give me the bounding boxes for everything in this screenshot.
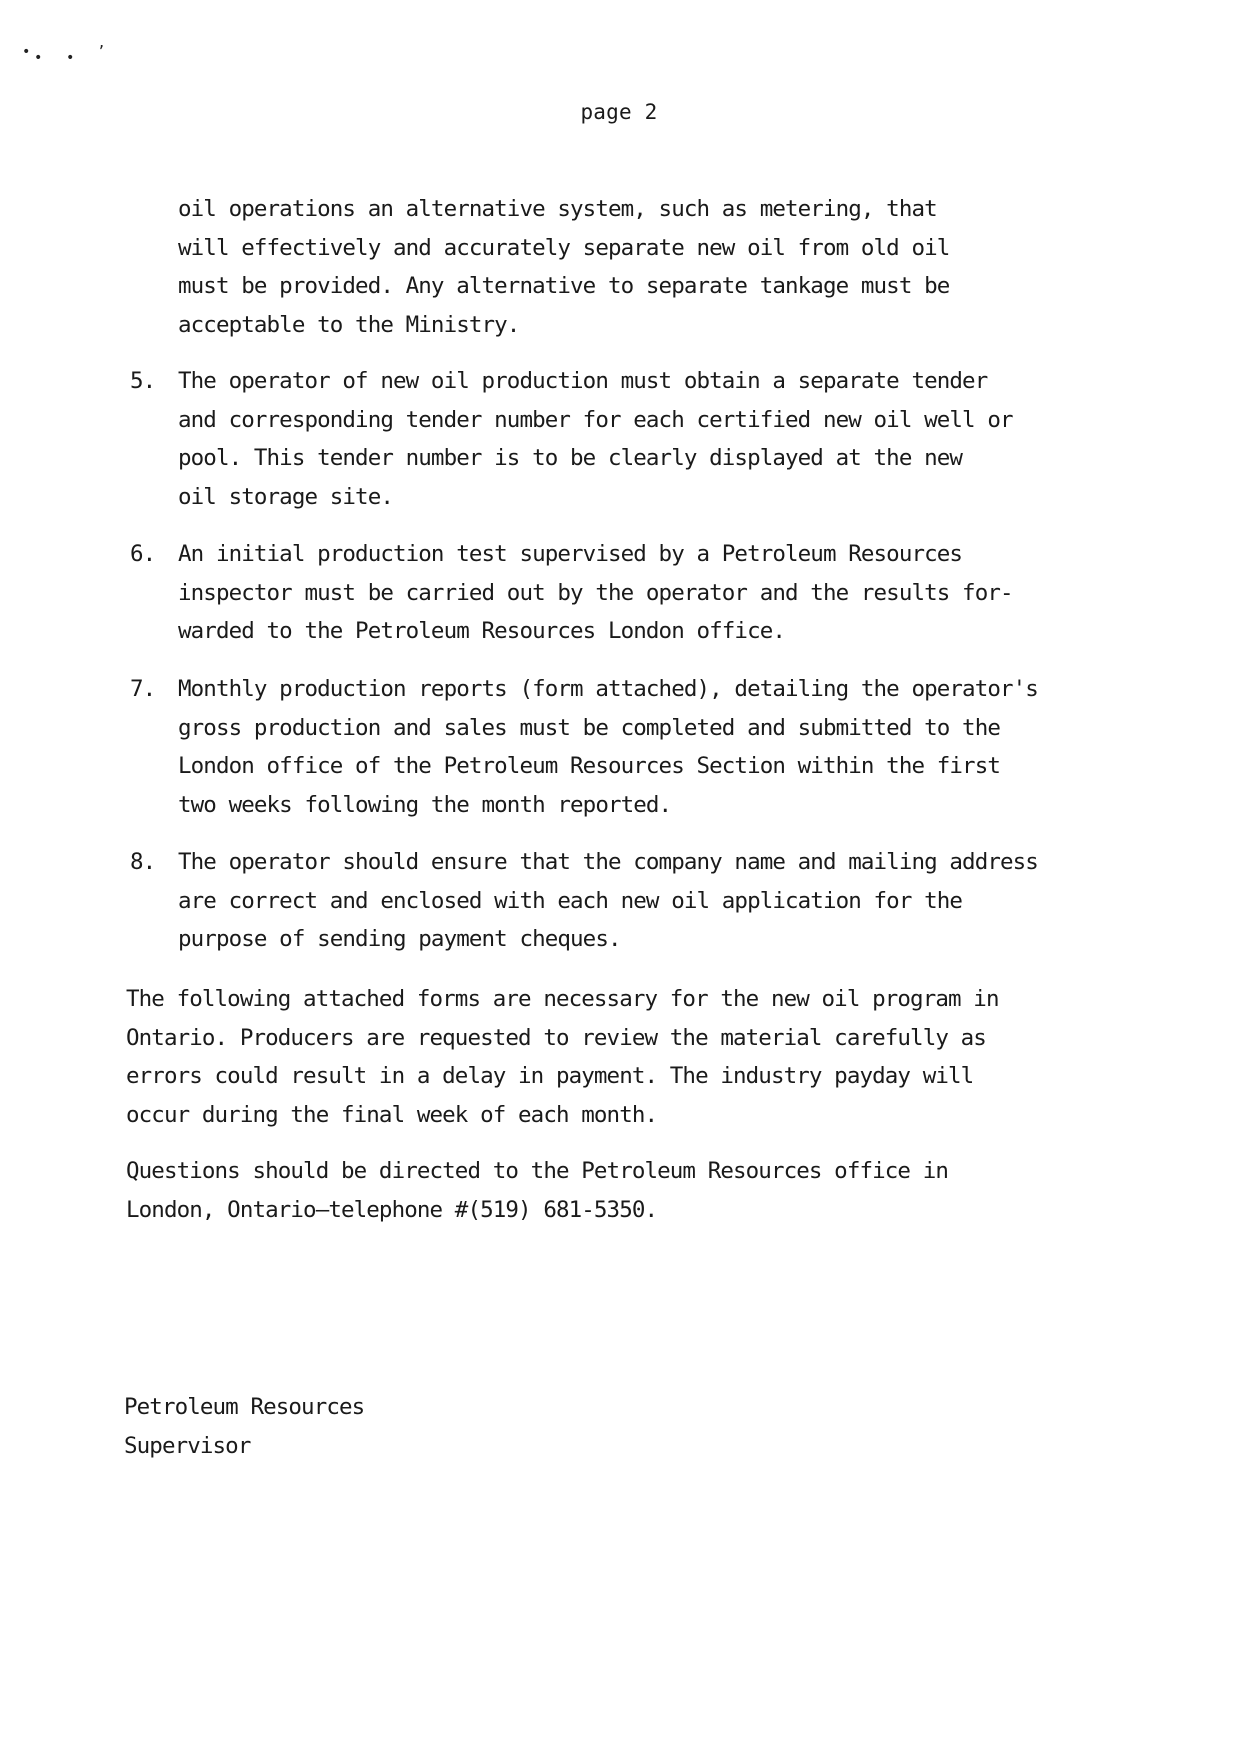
list-item-text [178,362,1013,516]
text-line: An initial production test supervised by a Petroleum Resources [178,541,963,567]
text-line: The following attached forms are necessary for the new oil program in [126,986,999,1012]
scan-speck-mark: • [66,50,75,66]
text-line: will effectively and accurately separate new oil from old oil [178,234,950,261]
text-line: two weeks following the month reported. [178,791,672,818]
page-number: page 2 [580,100,658,124]
list-item-number: 5. [130,368,156,394]
scan-speck-mark: • [22,44,31,60]
scan-speck-mark: • [34,50,43,66]
text-line: and corresponding tender number for each certified new oil well or [178,406,1013,433]
signature-block [124,1388,364,1465]
text-line: purpose of sending payment cheques. [178,926,621,952]
list-item-text [178,535,1013,651]
text-line: warded to the Petroleum Resources London office. [178,618,786,644]
signature-line: Petroleum Resources [124,1394,365,1420]
text-line: occur during the final week of each month. [126,1101,658,1128]
text-line: Ontario. Producers are requested to review the material carefully as [126,1024,986,1051]
text-line: London, Ontario—telephone #(519) 681-5350. [126,1196,658,1223]
list-item-number: 7. [130,676,156,702]
list-item-text [178,843,1038,959]
contact-paragraph [126,1152,948,1229]
text-line: Monthly production reports (form attached), detailing the operator's [178,676,1038,702]
text-line: oil storage site. [178,483,393,510]
text-line: errors could result in a delay in payment. The industry payday will [126,1063,974,1089]
signature-line: Supervisor [124,1432,251,1459]
text-line: gross production and sales must be completed and submitted to the [178,714,1000,741]
text-line: London office of the Petroleum Resources Section within the first [178,753,1000,779]
text-line: pool. This tender number is to be clearly displayed at the new [178,445,963,471]
continuation-paragraph [178,190,949,344]
text-line: The operator of new oil production must obtain a separate tender [178,368,988,394]
text-line: inspector must be carried out by the operator and the results for- [178,579,1013,606]
list-item-text [178,670,1038,824]
list-item-number: 6. [130,541,156,567]
scan-speck-mark: ’ [97,44,106,60]
forms-paragraph [126,980,999,1134]
list-item-number: 8. [130,849,156,875]
text-line: Questions should be directed to the Petroleum Resources office in [126,1158,948,1184]
text-line: oil operations an alternative system, such as metering, that [178,196,937,222]
text-line: acceptable to the Ministry. [178,311,520,338]
text-line: The operator should ensure that the company name and mailing address [178,849,1038,875]
text-line: are correct and enclosed with each new oil application for the [178,887,963,914]
text-line: must be provided. Any alternative to separate tankage must be [178,273,950,299]
